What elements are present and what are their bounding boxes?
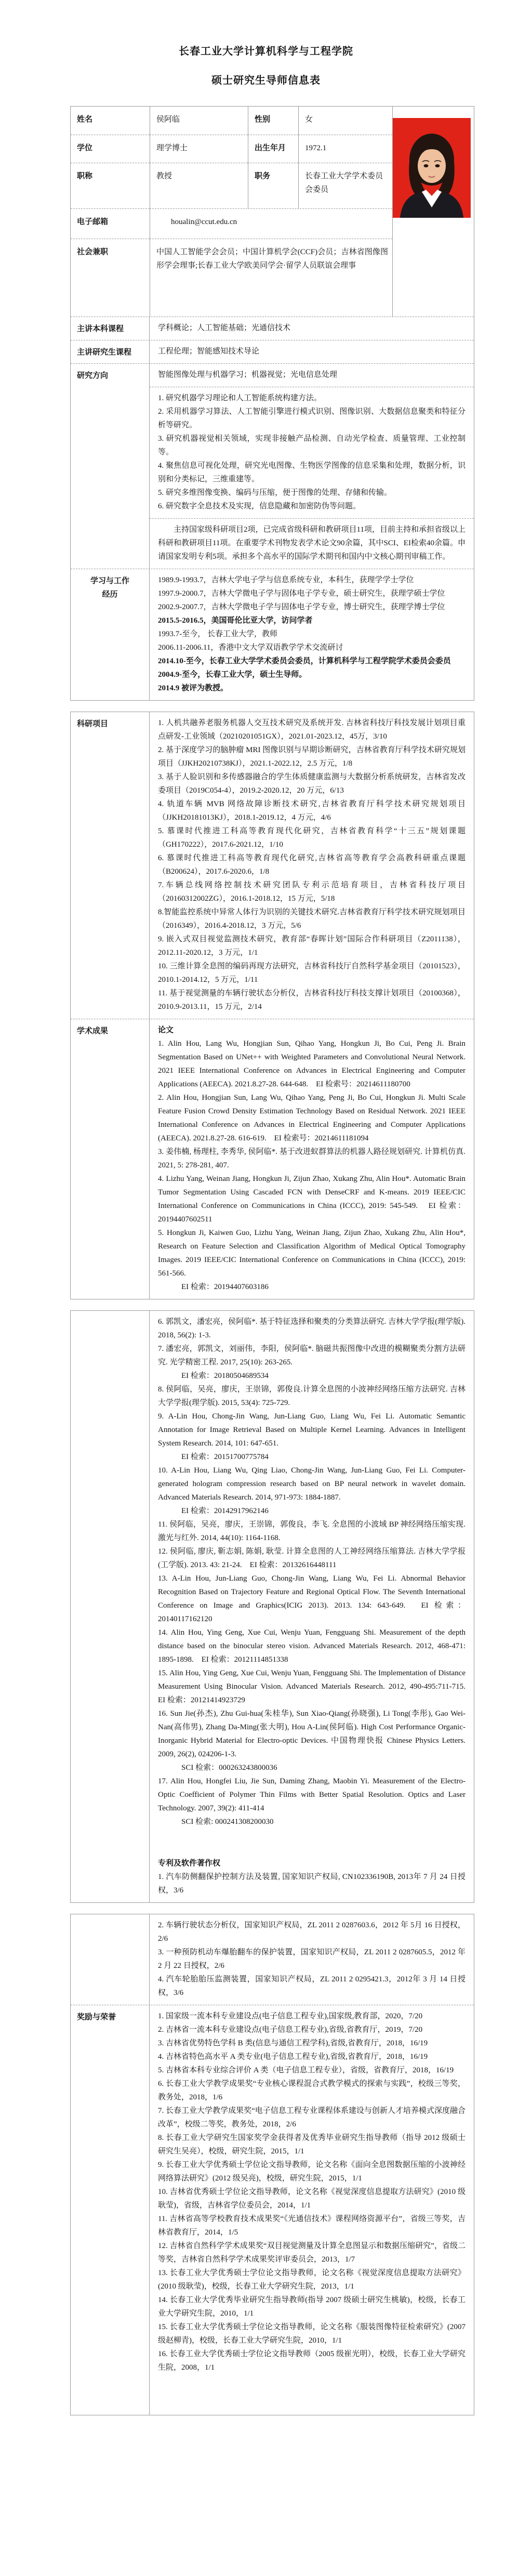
paper-item: 16. Sun Jie(孙杰), Zhu Gui-hua(朱桂华), Sun Xiao-Qiang(孙晓强), Li Tong(李彤), Gao Wei-Nan(高伟男), Zhang Da-Ming(张大明), Hou A-Lin(侯阿临). High Cost Performance Organic-Inorganic Hybrid Material for Electro-optic Devices. 中国物理快报 Chinese Physics Letters. 2009, 26(2), 024206-1-3. — [158, 1710, 466, 1758]
patent-item: 1. 汽车防侧翻保护控制方法及装置, 国家知识产权局, CN102336190B, 2013年 7 月 24 日授权，3/6 — [158, 1873, 466, 1895]
experience-item: 2015.5-2016.5，美国哥伦比亚大学，访问学者 — [158, 616, 313, 625]
experience-list — [150, 569, 474, 700]
award-item: 8. 长春工业大学研究生国家奖学金获得者及优秀毕业研究生指导教师（指导 2012 级硕士研究生吴亮），校级，研究生院，2015，1/1 — [158, 2134, 466, 2156]
project-item: 9. 嵌入式双目视觉监测技术研究，教育部“春晖计划”国际合作科研项目（Z2011138），2012.11-2020.12，3 万元，1/1 — [158, 935, 466, 957]
paper-item: 1. Alin Hou, Lang Wu, Hongjian Sun, Qihao Yang, Hongkun Ji, Bo Cui, Peng Ji. Brain Segmentation Based on UNet++ with Weighted Parameters and Convolutional Neural Network. 2021 IEEE International Conference on Advances in Electrical Engineering and Computer Applications (AEECA). 2021.8.27-28. 644-648. EI 检索号：20214611180700 — [158, 1040, 466, 1088]
citation-index: EI 检索：20151700775784 — [181, 1453, 269, 1461]
paper-item: 15. Alin Hou, Ying Geng, Xue Cui, Wenju Yuan, Fengguang Shi. The Implementation of Distance Measurement Using Binocular Vision. Advanced Materials Research. 2012, 490-495:711-715. EI 检索：20121414923729 — [158, 1669, 474, 1704]
research-direction-item: 6. 研究数字全息技术及实现，信息隐藏和加密防伪等问题。 — [158, 502, 361, 510]
paper-item: 14. Alin Hou, Ying Geng, Xue Cui, Wenju Yuan, Fengguang Shi. Measurement of the depth distance based on the binocular stereo vision. Advanced Materials Research. 2012, 468-471: 1895-1898. EI 检索：20121114851338 — [158, 1628, 466, 1664]
research-direction-list — [150, 387, 474, 518]
achievements-continued-row — [71, 1311, 474, 1902]
experience-label-line1: 学习与工作 — [90, 577, 129, 585]
awards-list — [150, 2005, 474, 2415]
award-item: 14. 长春工业大学优秀毕业研究生指导教师(指导 2007 级硕士研究生桃敏)，校级，长春工业大学研究生院，2010，1/1 — [158, 2296, 466, 2318]
experience-label — [71, 569, 150, 700]
page-break-2 — [0, 1299, 532, 1310]
patents-label-empty — [71, 1914, 150, 2005]
experience-item: 2004.9-至今，长春工业大学，硕士生导师。 — [158, 671, 307, 679]
patents-list-page3 — [158, 1870, 466, 1897]
award-item: 6. 长春工业大学教学成果奖“专业核心课程混合式教学模式的探索与实践”，校级三等奖，教务处，2018，1/6 — [158, 2080, 466, 2101]
patents-list-page4 — [150, 1914, 474, 2005]
research-direction-item: 4. 聚焦信息可视化处理，研究光电图像、生物医学图像的信息采集和处理，数据分析，识别和分类标记，三维重建等。 — [158, 462, 466, 483]
experience-item: 1997.9-2000.7，吉林大学微电子学与固体电子学专业，硕士研究生，获理学硕士学位 — [158, 589, 445, 598]
award-item: 12. 吉林省自然科学学术成果奖“双目视觉测量及计算全息图显示和数据压缩研究”，省级二等奖，吉林省自然科学学术成果奖评审委员会，2013，1/7 — [158, 2242, 466, 2264]
name-value: 侯阿临 — [150, 107, 248, 135]
achievements-label-empty — [71, 1311, 150, 1902]
research-directions-row — [71, 363, 474, 569]
portrait-photo — [393, 118, 471, 218]
award-item: 13. 长春工业大学优秀硕士学位论文指导教师，论文名称《视觉深度信息提取方法研究》(2010 级耿莹)，校级，长春工业大学研究生院，2013，1/1 — [158, 2269, 466, 2291]
experience-item: 2002.9-2007.7，吉林大学微电子学与固体电子学专业，博士研究生，获理学博士学位 — [158, 603, 445, 611]
title-label: 职称 — [71, 163, 150, 208]
page-1-table — [70, 106, 474, 701]
citation-index: EI 检索：20180504689534 — [181, 1372, 269, 1380]
project-item: 1. 人机共融养老服务机器人交互技术研究及系统开发. 吉林省科技厅科技发展计划项目重点研发-工业领域（20210201051GX），2021.01-2023.12，45万，3/10 — [158, 719, 466, 741]
awards-row — [71, 2005, 474, 2415]
email-label: 电子邮箱 — [71, 208, 150, 239]
patent-item: 4. 汽车轮胎胎压监测装置，国家知识产权局，ZL 2011 2 0295421.3，2012年 3 月 14 日授权，3/6 — [158, 1975, 466, 1997]
page-4-table — [70, 1914, 474, 2415]
paper-item: 6. 郭凯文，潘宏亮，侯阿临*. 基于特征选择和聚类的分类算法研究. 吉林大学学报(理学版). 2018, 56(2): 1-3. — [158, 1318, 466, 1339]
undergrad-courses-row — [71, 317, 474, 340]
project-item: 7.车辆总线网络控制技术研究团队专利示范培育项目，吉林省科技厅项目（20160312002ZG），2016.1-2018.12，15 万元，5/18 — [158, 881, 466, 903]
paper-item: 17. Alin Hou, Hongfei Liu, Jie Sun, Daming Zhang, Maobin Yi. Measurement of the Electro-Optic Coefficient of Polymer Thin Films with Better Spatial Resolution. Optics and Laser Technology. 2007, 39(2): 411-414 — [158, 1777, 466, 1812]
project-item: 5. 慕课时代推进工科高等教育现代化研究，吉林省教育科学“十三五”规划课题（GH170222），2017.6-2021.12，1/10 — [158, 827, 466, 849]
paper-item: 8. 侯阿临，吴亮，廖庆，王崇锦，郭俊良.计算全息图的小波神经网络压缩方法研究. 吉林大学学报(理学版). 2015, 53(4): 725-729. — [158, 1385, 466, 1407]
birth-label: 出生年月 — [248, 135, 298, 163]
paper-item: 4. Lizhu Yang, Weinan Jiang, Hongkun Ji, Zijun Zhao, Xukang Zhu, Alin Hou*. Automatic Brain Tumor Segmentation Using Cascaded FCN with DenseCRF and K-means. 2019 IEEE/CIC International Conference on Communications in China (ICCC), 2019: 545-549. EI 检索：20194407602511 — [158, 1175, 466, 1224]
award-item: 15. 长春工业大学优秀硕士学位论文指导教师，论文名称《服装图像特征检索研究》(2007 级赵柳青)，校级，长春工业大学研究生院，2010，1/1 — [158, 2323, 466, 2345]
experience-item: 2006.11-2006.11，香港中文大学双语教学学术交流研讨 — [158, 643, 343, 652]
achievements-body-page2 — [150, 1019, 474, 1299]
award-item: 4. 吉林省特色高水平 A 类专业(电子信息工程专业),省级,省教育厅，2018，16/19 — [158, 2053, 428, 2061]
social-label: 社会兼职 — [71, 239, 150, 317]
papers-list-page3 — [158, 1315, 474, 1829]
experience-label-line2: 经历 — [102, 590, 118, 599]
paper-item: 10. A-Lin Hou, Liang Wu, Qing Liao, Chong-Jin Wang, Jun-Liang Guo, Fei Li. Computer-generated hologram compression research based on BP neural network in wavelet domain. Advanced Materials Research. 2014, 971-973: 1884-1887. — [158, 1466, 466, 1502]
gender-label: 性别 — [248, 107, 298, 135]
undergrad-courses-value: 学科概论；人工智能基础；光通信技术 — [158, 324, 291, 332]
patents-heading: 专利及软件著作权 — [158, 1859, 221, 1868]
basic-info-grid — [71, 107, 474, 317]
experience-item: 2014.10-至今，长春工业大学学术委员会委员，计算机科学与工程学院学术委员会委员 — [158, 657, 451, 665]
document-title-college: 长春工业大学计算机科学与工程学院 — [179, 46, 353, 57]
paper-item: 2. Alin Hou, Hongjian Sun, Lang Wu, Qihao Yang, Peng Ji, Bo Cui, Hongkun Ji. Multi Scale Feature Fusion Crowd Density Estimation Technology Based on Residual Network. 2021 IEEE International Conference on Advances in Electrical Engineering and Computer Applications (AEECA). 2021.8.27-28. 616-619. EI 检索号：20214611181094 — [158, 1094, 466, 1142]
grad-courses-label: 主讲研究生课程 — [71, 340, 150, 363]
grad-courses-value: 工程伦理；智能感知技术导论 — [158, 347, 260, 356]
awards-label: 奖励与荣誉 — [71, 2005, 150, 2415]
project-item: 11. 基于视觉测量的车辆行驶状态分析仪，吉林省科技厅科技支撑计划项目（20100368），2010.9-2013.11，15 万元，2/14 — [158, 989, 466, 1011]
patents-continued-row — [71, 1914, 474, 2005]
project-item: 4. 轨道车辆 MVB 网络故障诊断技术研究,吉林省教育厅科学技术研究规划项目（JJKH20181013KJ），2018.1-2019.12，4 万元，4/6 — [158, 800, 466, 822]
grad-courses-row — [71, 340, 474, 363]
paper-item: 5. Hongkun Ji, Kaiwen Guo, Lizhu Yang, Weinan Jiang, Zijun Zhao, Xukang Zhu, Alin Hou*, Research on Feature Selection and Classification Algorithm of Medical Optical Tomography Images. 2019 IEEE/CIC International Conference on Communications in China (ICCC), 2019: 561-566. — [158, 1229, 466, 1278]
research-direction-item: 1. 研究机器学习理论和人工智能系统构建方法。 — [158, 394, 322, 402]
citation-index: SCI 检索：000263243800036 — [181, 1764, 277, 1772]
projects-label: 科研项目 — [71, 712, 150, 1019]
paper-item: 3. 姜伟楠, 杨理柱, 李秀华, 侯阿临*. 基于改进蚁群算法的机器人路径规划研究. 计算机仿真. 2021, 5: 278-281, 407. — [158, 1148, 466, 1169]
citation-index: EI 检索：20142917962146 — [181, 1507, 269, 1515]
award-item: 16. 长春工业大学优秀硕士学位论文指导教师（2005 级崔光明），校级，长春工业大学研究生院，2008，1/1 — [158, 2350, 466, 2372]
research-directions-body — [150, 364, 474, 569]
page-2-table — [70, 712, 474, 1299]
face-shape — [418, 149, 446, 183]
award-item: 3. 吉林省优势特色学科 B 类(信息与通信工程学科),省级,省教育厅，2018，16/19 — [158, 2039, 428, 2047]
award-item: 10. 吉林省优秀硕士学位论文指导教师，论文名称《视觉深度信息提取方法研究》(2010 级耿莹)，省级，吉林省学位委员会，2014，1/1 — [158, 2188, 466, 2210]
research-direction-item: 2. 采用机器学习算法、人工智能引擎进行模式识别、图像识别、大数据信息聚类和特征分析等研究。 — [158, 408, 466, 429]
document-title-form: 硕士研究生导师信息表 — [211, 75, 321, 86]
projects-list — [150, 712, 474, 1019]
award-item: 5. 吉林省本科专业综合评价 A 类（电子信息工程专业），省级，省教育厅，2018，16/19 — [158, 2066, 454, 2074]
achievements-row — [71, 1019, 474, 1299]
degree-value: 理学博士 — [150, 135, 248, 163]
position-value: 长春工业大学学术委员会委员 — [298, 163, 392, 208]
experience-item: 2014.9 被评为教授。 — [158, 684, 229, 692]
social-value: 中国人工智能学会会员；中国计算机学会(CCF)会员；吉林省图像图形学会理事;长春工业大学欧美同学会·留学人员联谊会理事 — [150, 239, 392, 317]
research-directions-label: 研究方向 — [71, 364, 150, 569]
papers-list-page2 — [158, 1037, 466, 1294]
award-item: 11. 吉林省高等学校教育技术成果奖“《光通信技术》课程网络资源平台”，省级三等奖，吉林省教育厅，2014，1/5 — [158, 2215, 466, 2237]
research-direction-item: 3. 研究机器视觉相关领域，实现非接触产品检测、自动光学检查、质量管理、工业控制等。 — [158, 435, 466, 456]
experience-item: 1989.9-1993.7，吉林大学电子学与信息系统专业，本科生，获理学学士学位 — [158, 576, 414, 584]
patent-item: 2. 车辆行驶状态分析仪，国家知识产权局，ZL 2011 2 0287603.6，2012 年 5月 16 日授权，2/6 — [158, 1921, 466, 1943]
gender-value: 女 — [298, 107, 392, 135]
project-item: 3. 基于人脸识别和多传感器融合的学生体质健康监测与大数据分析系统研发，吉林省发改委项目（2019C054-4），2019.2-2020.12，20 万元，6/13 — [158, 773, 466, 795]
research-direction-item: 5. 研究多维图像变换、编码与压缩，便于图像的处理、存储和传输。 — [158, 489, 392, 497]
achievements-body-page3 — [150, 1311, 474, 1902]
experience-item: 1993.7-至今， 长春工业大学，教师 — [158, 630, 277, 638]
paper-item: 13. A-Lin Hou, Jun-Liang Guo, Chong-Jin Wang, Liang Wu, Fei Li. Abnormal Behavior Recognition Based on Trajectory Feature and Regional Optical Flow. The Seventh International Conference on Image and Graphics(ICIG 2013). 2013. 134: 643-649. EI 检索：20140117162120 — [158, 1574, 466, 1623]
page-break-3 — [0, 1903, 532, 1914]
paper-item: 9. A-Lin Hou, Chong-Jin Wang, Jun-Liang Guo, Liang Wu, Fei Li. Automatic Semantic Annotation for Image Retrieval Based on Multiple Kernel Learning. Advances in Intelligent System Research. 2014, 101: 647-651. — [158, 1412, 466, 1448]
citation-index: EI 检索：20194407603186 — [181, 1283, 269, 1291]
undergrad-courses-label: 主讲本科课程 — [71, 317, 150, 340]
award-item: 2. 吉林省一流本科专业建设点(电子信息工程专业),省级,省教育厅，2019，7/20 — [158, 2026, 423, 2034]
paper-item: 7. 潘宏亮，郭凯文，刘丽伟，李阳，侯阿临*. 脑磁共振图像中改进的模糊聚类分割方法研究. 光学精密工程. 2017, 25(10): 263-265. — [158, 1345, 466, 1366]
research-summary: 主持国家级科研项目2项，已完成省级科研和教研项目11项，目前主持和承担省级以上科研和教研项目11项。在重要学术刊物发表学术论文90余篇，其中SCI、EI检索40余篇。申请国家发明专利5项。承担多个高水平的国际学术期刊和国内中文核心期刊审稿工作。 — [150, 518, 474, 569]
achievements-label: 学术成果 — [71, 1019, 150, 1299]
papers-heading: 论文 — [158, 1026, 174, 1034]
project-item: 8.智能监控系统中异常人体行为识别的关键技术研究.吉林省教育厅科学技术研究规划项目（2016349），2016.4-2018.12，3 万元，5/6 — [158, 908, 466, 930]
email-value: houalin@ccut.edu.cn — [150, 208, 392, 239]
page-break-1 — [0, 701, 532, 712]
research-intro: 智能图像处理与机器学习；机器视觉；光电信息处理 — [158, 371, 338, 379]
experience-row — [71, 569, 474, 700]
projects-row — [71, 712, 474, 1019]
photo-cell — [392, 107, 474, 317]
name-label: 姓名 — [77, 115, 93, 124]
document-header — [0, 0, 532, 87]
project-item: 2. 基于深度学习的脑肿瘤 MRI 图像识别与早期诊断研究，吉林省教育厅科学技术研究规划项目（JJKH20210738KJ），2021.1-2022.12，2.5 万元，1/8 — [158, 746, 466, 768]
page-3-table — [70, 1310, 474, 1903]
citation-index: SCI 检索: 000241308200030 — [181, 1818, 274, 1826]
award-item: 7. 长春工业大学教学成果奖“电子信息工程专业课程体系建设与创新人才培养模式深度融合改革”，校级二等奖，教务处，2018，2/6 — [158, 2107, 466, 2128]
project-item: 10. 三维计算全息图的编码再现方法研究，吉林省科技厅自然科学基金项目（20101523），2010.1-2014.12，5 万元，1/11 — [158, 962, 466, 984]
title-value: 教授 — [150, 163, 248, 208]
birth-value: 1972.1 — [298, 135, 392, 163]
project-item: 6. 慕课时代推进工科高等教育现代化研究,吉林省高等教育学会高教科研重点课题（B200624），2017.6-2020.6，1/8 — [158, 854, 466, 876]
paper-item: 12. 侯阿临, 廖庆, 靳志娟, 陈娟, 耿莹. 计算全息图的人工神经网络压缩算法. 吉林大学学报(工学版). 2013. 43: 21-24. EI 检索：20132616448111 — [158, 1547, 466, 1569]
patent-item: 3. 一种预防机动车爆胎翻车的保护装置，国家知识产权局，ZL 2011 2 0287605.5，2012 年 2 月 22 日授权，2/6 — [158, 1948, 466, 1970]
position-label: 职务 — [248, 163, 298, 208]
degree-label: 学位 — [71, 135, 150, 163]
award-item: 9. 长春工业大学优秀硕士学位论文指导教师，论文名称《面向全息图数据压缩的小波神经网络算法研究》(2012 级吴亮)，校级，研究生院，2015，1/1 — [158, 2161, 466, 2183]
paper-item: 11. 侯阿临，吴亮，廖庆，王崇锦，郭俊良，李飞. 全息图的小波域 BP 神经网络压缩实现. 激光与红外. 2014, 44(10): 1164-1168. — [158, 1520, 466, 1542]
award-item: 1. 国家级一流本科专业建设点(电子信息工程专业),国家级,教育部，2020，7/20 — [158, 2012, 423, 2020]
